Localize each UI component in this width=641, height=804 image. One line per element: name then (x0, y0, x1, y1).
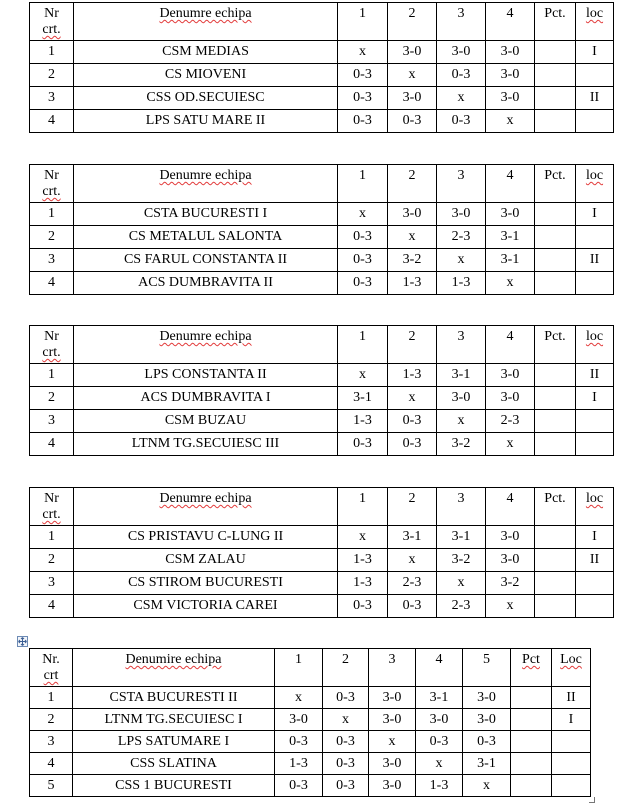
place-cell (576, 595, 614, 618)
result-cell: 3-0 (486, 203, 535, 226)
result-cell: 3-0 (486, 387, 535, 410)
header-nr: Nr crt. (30, 488, 74, 526)
place-cell (552, 753, 591, 775)
team-name: LTNM TG.SECUIESC I (73, 709, 275, 731)
header-pct: Pct (511, 649, 552, 687)
result-cell: x (437, 572, 486, 595)
header-col-2: 2 (388, 3, 437, 41)
team-name: LPS SATU MARE II (74, 110, 338, 133)
header-col-3: 3 (437, 3, 486, 41)
team-name: LPS SATUMARE I (73, 731, 275, 753)
result-cell: 3-0 (388, 87, 437, 110)
row-nr: 3 (30, 87, 74, 110)
group-table-2 (29, 164, 614, 295)
result-cell: 3-0 (416, 709, 463, 731)
place-cell: I (552, 709, 591, 731)
result-cell: x (323, 709, 369, 731)
points-cell (511, 709, 552, 731)
team-name: CS STIROM BUCURESTI (74, 572, 338, 595)
result-cell: x (437, 249, 486, 272)
result-cell: 3-1 (486, 249, 535, 272)
header-col-2: 2 (388, 165, 437, 203)
result-cell: 0-3 (338, 433, 388, 456)
result-cell: 3-0 (437, 387, 486, 410)
result-cell: x (388, 64, 437, 87)
header-nr: Nr crt. (30, 3, 74, 41)
row-nr: 4 (30, 595, 74, 618)
table-row (30, 753, 591, 775)
header-col-4: 4 (416, 649, 463, 687)
result-cell: x (338, 526, 388, 549)
result-cell: 1-3 (388, 364, 437, 387)
header-col-2: 2 (388, 326, 437, 364)
result-cell: 3-0 (486, 549, 535, 572)
points-cell (511, 731, 552, 753)
result-cell: x (486, 272, 535, 295)
header-nr: Nr crt. (30, 326, 74, 364)
table-row (30, 41, 614, 64)
team-name: CS FARUL CONSTANTA II (74, 249, 338, 272)
result-cell: 0-3 (338, 272, 388, 295)
place-cell (576, 433, 614, 456)
row-nr: 2 (30, 226, 74, 249)
result-cell: 3-0 (463, 709, 511, 731)
table-row (30, 110, 614, 133)
team-name: LPS CONSTANTA II (74, 364, 338, 387)
header-col-4: 4 (486, 3, 535, 41)
result-cell: x (486, 595, 535, 618)
row-nr: 3 (30, 572, 74, 595)
place-cell (576, 272, 614, 295)
result-cell: 3-1 (437, 364, 486, 387)
result-cell: 3-0 (486, 64, 535, 87)
place-cell (576, 64, 614, 87)
header-row (30, 326, 614, 364)
result-cell: 0-3 (388, 410, 437, 433)
result-cell: 3-0 (486, 526, 535, 549)
row-nr: 4 (30, 272, 74, 295)
header-team-name: Denumre echipa (74, 488, 338, 526)
result-cell: 0-3 (323, 687, 369, 709)
team-name: ACS DUMBRAVITA II (74, 272, 338, 295)
points-cell (535, 387, 576, 410)
result-cell: x (338, 41, 388, 64)
table-row (30, 364, 614, 387)
points-cell (535, 64, 576, 87)
result-cell: x (388, 387, 437, 410)
header-pct: Pct. (535, 165, 576, 203)
team-name: CSTA BUCURESTI II (73, 687, 275, 709)
table-row (30, 687, 591, 709)
table-row (30, 595, 614, 618)
team-name: CSS 1 BUCURESTI (73, 775, 275, 797)
result-cell: 0-3 (437, 64, 486, 87)
result-cell: 3-0 (275, 709, 323, 731)
row-nr: 2 (30, 64, 74, 87)
points-cell (535, 549, 576, 572)
header-pct: Pct. (535, 488, 576, 526)
table-row (30, 433, 614, 456)
result-cell: 3-0 (388, 203, 437, 226)
points-cell (535, 41, 576, 64)
result-cell: 0-3 (338, 110, 388, 133)
header-col-1: 1 (338, 165, 388, 203)
place-cell: I (576, 41, 614, 64)
team-name: CSM VICTORIA CAREI (74, 595, 338, 618)
points-cell (535, 249, 576, 272)
result-cell: 1-3 (275, 753, 323, 775)
place-cell: II (552, 687, 591, 709)
table-row (30, 64, 614, 87)
place-cell (552, 731, 591, 753)
result-cell: x (486, 433, 535, 456)
points-cell (535, 203, 576, 226)
table-row (30, 226, 614, 249)
result-cell: 3-0 (369, 775, 416, 797)
header-team-name: Denumre echipa (74, 326, 338, 364)
row-nr: 1 (30, 687, 73, 709)
row-nr: 3 (30, 410, 74, 433)
row-nr: 1 (30, 364, 74, 387)
header-col-4: 4 (486, 326, 535, 364)
result-cell: 0-3 (338, 87, 388, 110)
result-cell: x (437, 87, 486, 110)
result-cell: 0-3 (388, 433, 437, 456)
header-col-1: 1 (275, 649, 323, 687)
result-cell: 3-0 (369, 709, 416, 731)
result-cell: x (486, 110, 535, 133)
result-cell: 3-2 (486, 572, 535, 595)
result-cell: x (275, 687, 323, 709)
header-loc: loc (576, 326, 614, 364)
place-cell: I (576, 387, 614, 410)
result-cell: 2-3 (437, 595, 486, 618)
team-name: CSTA BUCURESTI I (74, 203, 338, 226)
result-cell: 1-3 (416, 775, 463, 797)
result-cell: 3-1 (463, 753, 511, 775)
row-nr: 4 (30, 110, 74, 133)
row-nr: 5 (30, 775, 73, 797)
table-row (30, 572, 614, 595)
place-cell (576, 110, 614, 133)
result-cell: 0-3 (437, 110, 486, 133)
result-cell: 3-2 (437, 433, 486, 456)
header-col-1: 1 (338, 326, 388, 364)
result-cell: 0-3 (338, 249, 388, 272)
row-nr: 1 (30, 41, 74, 64)
place-cell (576, 410, 614, 433)
header-team-name: Denumire echipa (73, 649, 275, 687)
points-cell (535, 226, 576, 249)
table-row (30, 775, 591, 797)
points-cell (535, 410, 576, 433)
header-col-4: 4 (486, 488, 535, 526)
result-cell: 3-1 (388, 526, 437, 549)
table-row (30, 87, 614, 110)
row-nr: 4 (30, 433, 74, 456)
table-move-handle[interactable] (17, 636, 28, 647)
team-name: CSS OD.SECUIESC (74, 87, 338, 110)
result-cell: 3-1 (338, 387, 388, 410)
row-nr: 3 (30, 249, 74, 272)
header-row (30, 3, 614, 41)
row-nr: 1 (30, 526, 74, 549)
result-cell: x (338, 203, 388, 226)
result-cell: 0-3 (338, 226, 388, 249)
result-cell: 1-3 (437, 272, 486, 295)
row-nr: 2 (30, 549, 74, 572)
header-col-3: 3 (369, 649, 416, 687)
place-cell: II (576, 549, 614, 572)
header-team-name: Denumre echipa (74, 165, 338, 203)
header-loc: loc (576, 3, 614, 41)
header-col-3: 3 (437, 488, 486, 526)
header-team-name: Denumre echipa (74, 3, 338, 41)
group-table-1 (29, 2, 614, 133)
header-row (30, 165, 614, 203)
result-cell: 0-3 (388, 595, 437, 618)
points-cell (535, 572, 576, 595)
result-cell: 1-3 (338, 410, 388, 433)
result-cell: 0-3 (463, 731, 511, 753)
table-row (30, 709, 591, 731)
result-cell: 3-0 (437, 203, 486, 226)
result-cell: 0-3 (275, 775, 323, 797)
points-cell (511, 753, 552, 775)
result-cell: 0-3 (323, 753, 369, 775)
team-name: CS PRISTAVU C-LUNG II (74, 526, 338, 549)
table-row (30, 272, 614, 295)
move-arrows-icon (18, 637, 27, 646)
result-cell: 1-3 (338, 572, 388, 595)
table-resize-handle[interactable] (589, 797, 595, 803)
header-pct: Pct. (535, 3, 576, 41)
team-name: CS MIOVENI (74, 64, 338, 87)
result-cell: 3-0 (369, 753, 416, 775)
result-cell: 0-3 (338, 595, 388, 618)
result-cell: 1-3 (338, 549, 388, 572)
place-cell: II (576, 364, 614, 387)
result-cell: 2-3 (486, 410, 535, 433)
group-table-5 (29, 648, 591, 797)
result-cell: 2-3 (437, 226, 486, 249)
header-col-3: 3 (437, 165, 486, 203)
header-pct: Pct. (535, 326, 576, 364)
result-cell: 3-2 (437, 549, 486, 572)
header-loc: loc (576, 488, 614, 526)
points-cell (535, 433, 576, 456)
points-cell (535, 526, 576, 549)
result-cell: 3-0 (463, 687, 511, 709)
points-cell (511, 775, 552, 797)
points-cell (535, 110, 576, 133)
group-table-3 (29, 325, 614, 456)
table-row (30, 731, 591, 753)
header-col-1: 1 (338, 488, 388, 526)
team-name: ACS DUMBRAVITA I (74, 387, 338, 410)
result-cell: 0-3 (338, 64, 388, 87)
table-row (30, 526, 614, 549)
header-col-3: 3 (437, 326, 486, 364)
points-cell (511, 687, 552, 709)
table-row (30, 387, 614, 410)
result-cell: x (416, 753, 463, 775)
result-cell: 3-0 (388, 41, 437, 64)
result-cell: 3-1 (416, 687, 463, 709)
result-cell: 0-3 (416, 731, 463, 753)
team-name: CS METALUL SALONTA (74, 226, 338, 249)
header-nr: Nr crt. (30, 165, 74, 203)
team-name: LTNM TG.SECUIESC III (74, 433, 338, 456)
row-nr: 1 (30, 203, 74, 226)
header-col-1: 1 (338, 3, 388, 41)
place-cell (576, 572, 614, 595)
result-cell: 3-1 (486, 226, 535, 249)
place-cell: II (576, 87, 614, 110)
points-cell (535, 595, 576, 618)
row-nr: 4 (30, 753, 73, 775)
result-cell: 2-3 (388, 572, 437, 595)
header-row (30, 649, 591, 687)
row-nr: 3 (30, 731, 73, 753)
result-cell: 3-0 (486, 87, 535, 110)
result-cell: 3-1 (437, 526, 486, 549)
place-cell: I (576, 203, 614, 226)
result-cell: 3-0 (486, 364, 535, 387)
result-cell: x (463, 775, 511, 797)
header-col-4: 4 (486, 165, 535, 203)
points-cell (535, 87, 576, 110)
team-name: CSM BUZAU (74, 410, 338, 433)
result-cell: 0-3 (323, 775, 369, 797)
result-cell: 0-3 (275, 731, 323, 753)
result-cell: 3-0 (369, 687, 416, 709)
header-col-2: 2 (323, 649, 369, 687)
points-cell (535, 272, 576, 295)
result-cell: x (388, 549, 437, 572)
result-cell: x (437, 410, 486, 433)
team-name: CSM MEDIAS (74, 41, 338, 64)
result-cell: 3-0 (486, 41, 535, 64)
table-row (30, 249, 614, 272)
table-row (30, 203, 614, 226)
header-nr: Nr. crt (30, 649, 73, 687)
header-loc: loc (576, 165, 614, 203)
table-row (30, 410, 614, 433)
result-cell: x (369, 731, 416, 753)
points-cell (535, 364, 576, 387)
result-cell: x (338, 364, 388, 387)
row-nr: 2 (30, 709, 73, 731)
result-cell: 0-3 (323, 731, 369, 753)
table-row (30, 549, 614, 572)
team-name: CSM ZALAU (74, 549, 338, 572)
place-cell: I (576, 526, 614, 549)
group-table-4 (29, 487, 614, 618)
header-col-2: 2 (388, 488, 437, 526)
header-loc: Loc (552, 649, 591, 687)
result-cell: 0-3 (388, 110, 437, 133)
place-cell: II (576, 249, 614, 272)
result-cell: 1-3 (388, 272, 437, 295)
place-cell (552, 775, 591, 797)
header-row (30, 488, 614, 526)
place-cell (576, 226, 614, 249)
row-nr: 2 (30, 387, 74, 410)
team-name: CSS SLATINA (73, 753, 275, 775)
result-cell: x (388, 226, 437, 249)
result-cell: 3-2 (388, 249, 437, 272)
result-cell: 3-0 (437, 41, 486, 64)
header-col-5: 5 (463, 649, 511, 687)
